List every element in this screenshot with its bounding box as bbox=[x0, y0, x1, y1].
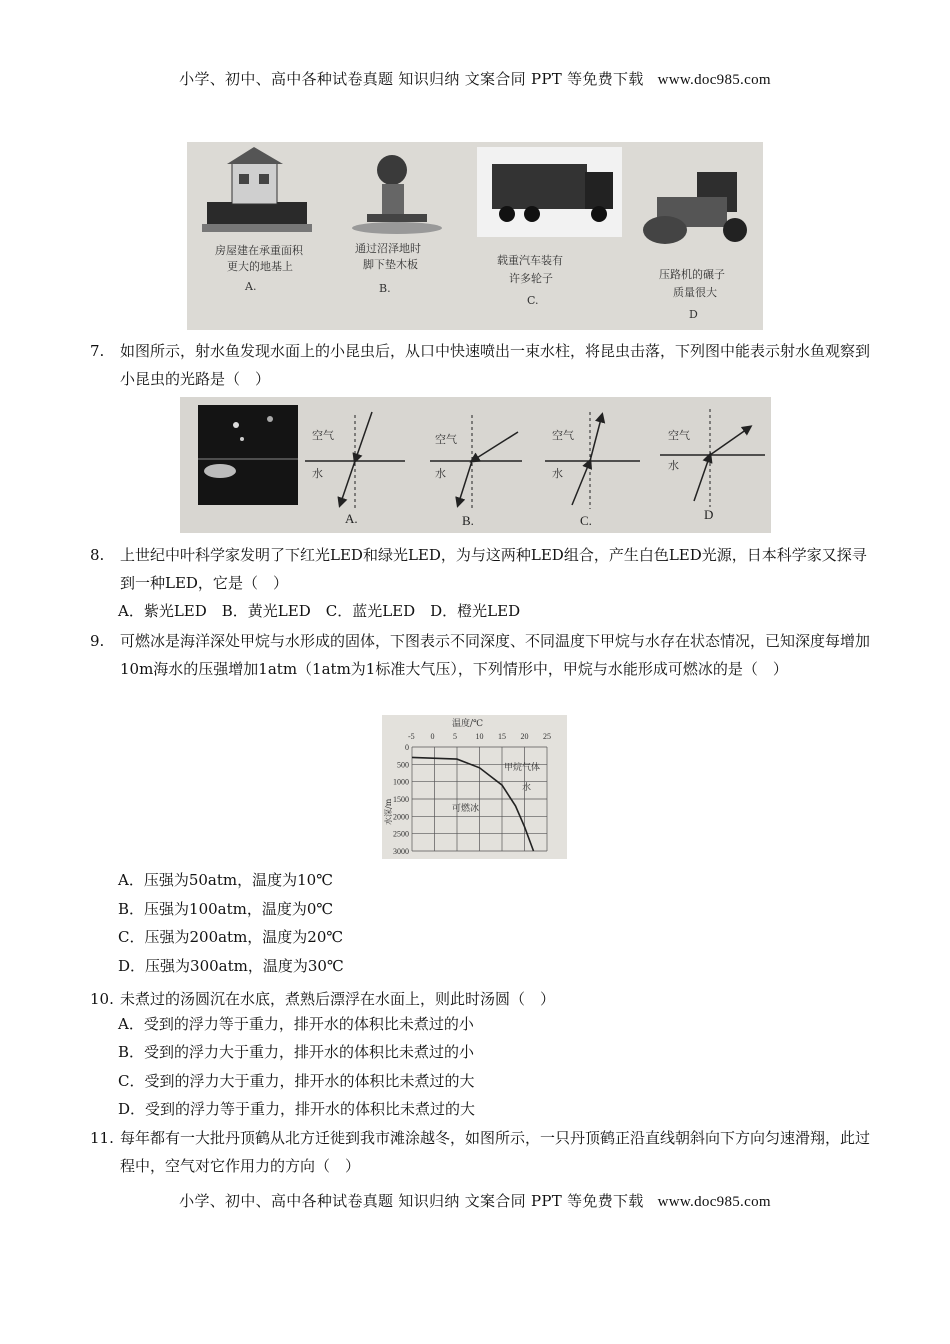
question-9 bbox=[90, 627, 870, 683]
caption-a-line1: 房屋建在承重面积 bbox=[215, 244, 303, 257]
water-label: 水 bbox=[668, 459, 679, 472]
caption-c-line1: 载重汽车装有 bbox=[497, 254, 563, 267]
caption-c-letter: C. bbox=[527, 294, 539, 307]
water-label: 水 bbox=[435, 467, 446, 480]
archerfish-photo bbox=[198, 405, 298, 505]
chart-y-label: 水深/m bbox=[384, 798, 393, 825]
light-path-figure bbox=[180, 397, 771, 533]
question-number: 9. bbox=[90, 632, 105, 650]
question-number: 11. bbox=[90, 1129, 114, 1147]
question-number: 7. bbox=[90, 342, 105, 360]
pressure-examples-figure bbox=[187, 142, 763, 330]
air-label: 空气 bbox=[668, 429, 690, 442]
x-tick-label: 5 bbox=[453, 732, 457, 741]
question-10 bbox=[90, 985, 870, 1013]
q10-option-a: A．受到的浮力等于重力，排开水的体积比未煮过的小 bbox=[118, 1015, 474, 1033]
q9-option-d: D．压强为300atm，温度为30℃ bbox=[118, 957, 344, 975]
caption-b-letter: B. bbox=[379, 282, 391, 295]
q9-option-a: A．压强为50atm，温度为10℃ bbox=[118, 871, 333, 889]
option-letter: D bbox=[704, 507, 714, 522]
x-tick-label: -5 bbox=[408, 732, 415, 741]
q10-option-d: D．受到的浮力等于重力，排开水的体积比未煮过的大 bbox=[118, 1100, 476, 1118]
y-tick-label: 2000 bbox=[393, 812, 409, 822]
page-footer bbox=[0, 1190, 950, 1211]
question-7 bbox=[90, 337, 870, 393]
q10-option-b: B．受到的浮力大于重力，排开水的体积比未煮过的小 bbox=[118, 1043, 475, 1061]
water-label: 水 bbox=[552, 467, 563, 480]
y-tick-label: 0 bbox=[405, 743, 409, 752]
y-tick-label: 500 bbox=[397, 760, 409, 770]
question-number: 10. bbox=[90, 990, 114, 1008]
q9-option-c: C．压强为200atm，温度为20℃ bbox=[118, 928, 344, 946]
annotation-water: 水 bbox=[522, 783, 532, 793]
truck-illustration bbox=[477, 147, 622, 237]
footer-url[interactable]: www.doc985.com bbox=[657, 1194, 771, 1210]
air-label: 空气 bbox=[435, 433, 457, 446]
question-text: 上世纪中叶科学家发明了下红光LED和绿光LED，为与这两种LED组合，产生白色LED光源，日本科学家又探寻到一种LED，它是（ ） bbox=[120, 546, 867, 592]
option-letter: C. bbox=[580, 513, 592, 528]
q10-option-c: C．受到的浮力大于重力，排开水的体积比未煮过的大 bbox=[118, 1072, 475, 1090]
question-text: 未煮过的汤圆沉在水底，煮熟后漂浮在水面上，则此时汤圆（ ） bbox=[120, 990, 556, 1008]
q8-options: A．紫光LED B．黄光LED C．蓝光LED D．橙光LED bbox=[118, 602, 521, 620]
x-tick-label: 20 bbox=[520, 732, 529, 741]
option-letter: B. bbox=[462, 513, 474, 528]
air-label: 空气 bbox=[312, 429, 334, 442]
x-tick-label: 25 bbox=[543, 732, 551, 741]
caption-d-line1: 压路机的碾子 bbox=[659, 268, 725, 281]
page-header bbox=[0, 68, 950, 89]
water-label: 水 bbox=[312, 467, 323, 480]
y-tick-label: 2500 bbox=[393, 829, 409, 839]
option-letter: A. bbox=[345, 511, 358, 526]
chart-title: 温度/℃ bbox=[452, 719, 484, 729]
question-text: 可燃冰是海洋深处甲烷与水形成的固体，下图表示不同深度、不同温度下甲烷与水存在状态情况，已知深度每增加10m海水的压强增加1atm（1atm为1标准大气压），下列情形中，甲烷与水能形成可燃冰的是（ ） bbox=[120, 632, 871, 678]
caption-b-line2: 脚下垫木板 bbox=[363, 258, 418, 271]
footer-text: 小学、初中、高中各种试卷真题 知识归纳 文案合同 PPT 等免费下载 bbox=[179, 1192, 644, 1210]
caption-b-line1: 通过沼泽地时 bbox=[355, 242, 421, 255]
annotation-methane-gas: 甲烷气体 bbox=[504, 763, 541, 773]
air-label: 空气 bbox=[552, 429, 574, 442]
x-tick-label: 15 bbox=[498, 732, 506, 741]
header-url[interactable]: www.doc985.com bbox=[657, 72, 771, 88]
question-text: 每年都有一大批丹顶鹤从北方迁徙到我市滩涂越冬，如图所示，一只丹顶鹤正沿直线朝斜向下方向匀速滑翔，此过程中，空气对它作用力的方向（ ） bbox=[120, 1129, 871, 1175]
x-tick-label: 10 bbox=[475, 732, 484, 741]
y-tick-label: 1000 bbox=[393, 777, 409, 787]
x-tick-label: 0 bbox=[430, 732, 435, 741]
caption-a-line2: 更大的地基上 bbox=[227, 260, 293, 273]
caption-a-letter: A. bbox=[245, 280, 257, 293]
annotation-hydrate: 可燃冰 bbox=[452, 804, 480, 814]
question-8 bbox=[90, 541, 870, 597]
y-tick-label: 3000 bbox=[393, 847, 409, 856]
question-text: 如图所示，射水鱼发现水面上的小昆虫后，从口中快速喷出一束水柱，将昆虫击落，下列图中能表示射水鱼观察到小昆虫的光路是（ ） bbox=[120, 342, 871, 388]
header-text: 小学、初中、高中各种试卷真题 知识归纳 文案合同 PPT 等免费下载 bbox=[179, 70, 644, 88]
y-tick-label: 1500 bbox=[393, 795, 409, 804]
caption-d-letter: D bbox=[689, 308, 698, 321]
caption-d-line2: 质量很大 bbox=[673, 286, 717, 299]
caption-c-line2: 许多轮子 bbox=[509, 272, 553, 285]
question-number: 8. bbox=[90, 546, 105, 564]
hydrate-phase-chart bbox=[382, 715, 567, 859]
q9-option-b: B．压强为100atm，温度为0℃ bbox=[118, 900, 334, 918]
question-11 bbox=[90, 1124, 870, 1180]
